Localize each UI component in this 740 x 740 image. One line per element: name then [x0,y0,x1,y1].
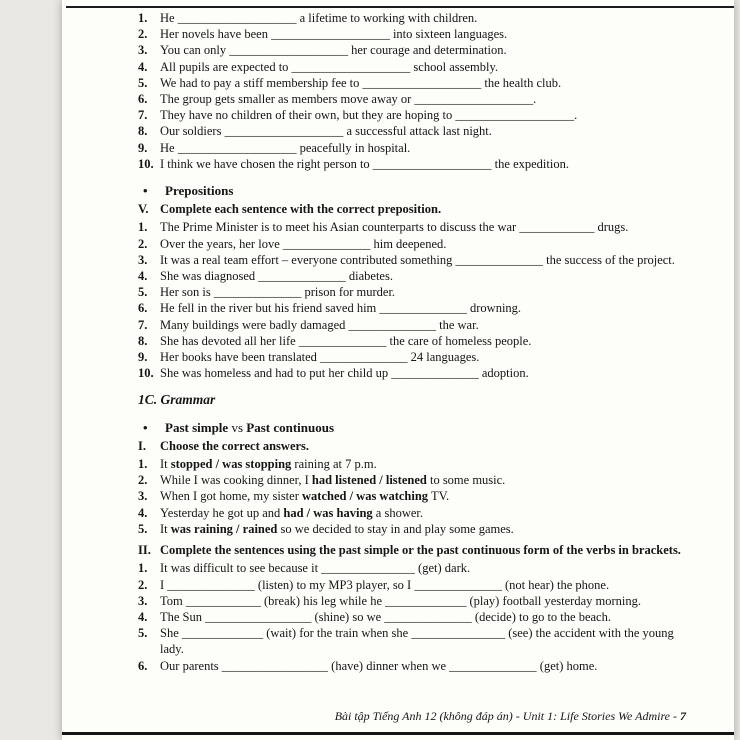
grammar-ex2-list [138,560,690,673]
item-number: 2. [138,473,148,488]
item-text: I think we have chosen the right person to ___________________ the expedition. [160,156,569,171]
item-text: Over the years, her love ______________ him deepened. [160,236,447,251]
instruction-text: Choose the correct answers. [160,438,310,453]
item-number: 1. [138,11,148,25]
item-number: 2. [138,577,148,592]
item-text [160,456,690,472]
prepositions-exercise-list [138,219,690,381]
item-text: Her son is ______________ prison for murder. [160,285,396,300]
item-text: She was homeless and had to put her child up ______________ adoption. [160,366,529,381]
item-number: 5. [138,626,148,641]
exercise-item [138,658,690,674]
exercise-item [138,75,690,91]
item-number: 9. [138,140,148,155]
item-number: 3. [138,43,148,58]
exercise-item [138,236,690,252]
instruction-number: V. [138,202,149,217]
item-text: She was diagnosed ______________ diabetes. [160,269,393,284]
exercise-item [138,488,690,504]
item-number: 8. [138,124,148,139]
exercise-item [138,625,690,657]
exercise-item [138,123,690,139]
sentence-end: a shower. [372,505,423,520]
prepositions-heading [138,183,690,199]
instruction-number: I. [138,438,146,453]
prepositions-instruction [138,201,690,217]
exercise-item [138,560,690,576]
exercise-item [138,577,690,593]
instruction-text: Complete the sentences using the past simple or the past continuous form of the verbs in brackets. [160,543,681,558]
item-number: 5. [138,285,148,300]
item-text: It was difficult to see because it _______________ (get) dark. [160,561,471,576]
item-text: They have no children of their own, but they are hoping to ___________________. [160,108,578,123]
exercise-item [138,317,690,333]
exercise-item [138,252,690,268]
sentence-start: Yesterday he got up and [160,505,284,520]
item-text: He ___________________ peacefully in hospital. [160,140,411,155]
exercise-item [138,59,690,75]
exercise-item [138,300,690,316]
bullet-icon: • [143,419,148,435]
item-number: 10. [138,156,154,171]
instruction-number: II. [138,543,151,558]
item-number: 7. [138,108,148,123]
exercise-item [138,156,690,172]
prepositions-heading-text: Prepositions [165,183,234,199]
page-top-border [66,6,734,8]
item-text: Her books have been translated ______________ 24 languages. [160,350,480,365]
item-text: The group gets smaller as members move away or ___________________. [160,92,537,107]
page-content [138,10,690,674]
sentence-end: so we decided to stay in and play some games. [277,521,514,536]
answer-options: was raining / rained [170,521,278,536]
item-number: 3. [138,252,148,267]
exercise-item [138,365,690,381]
exercise-item [138,10,690,26]
grammar-ex1-list [138,456,690,537]
verb-forms-exercise-list [138,10,690,172]
item-text: She has devoted all her life ______________ the care of homeless people. [160,333,532,348]
grammar-ex2-instruction [138,542,690,558]
item-text: I ______________ (listen) to my MP3 player, so I ______________ (not hear) the phone. [160,577,610,592]
item-text: She _____________ (wait) for the train when she _______________ (see) the accident with the young lady. [160,626,674,657]
item-text: Tom ____________ (break) his leg while he _____________ (play) football yesterday morning. [160,593,641,608]
exercise-item [138,349,690,365]
exercise-item [138,521,690,537]
footer-page-number: 7 [680,709,686,723]
page-footer [335,709,686,724]
item-text: He ___________________ a lifetime to working with children. [160,11,478,25]
instruction-text: Complete each sentence with the correct preposition. [160,202,442,217]
grammar-section-heading: 1C. Grammar [138,392,216,408]
item-text: Many buildings were badly damaged ______________ the war. [160,317,479,332]
document-page [62,0,734,740]
exercise-item [138,505,690,521]
item-number: 7. [138,317,148,332]
exercise-item [138,42,690,58]
item-number: 4. [138,505,148,520]
item-text [160,472,690,488]
exercise-item [138,609,690,625]
sentence-end: TV. [428,489,450,504]
bullet-icon: • [143,183,148,199]
page-bottom-border [62,732,734,735]
sentence-start: It [160,457,171,472]
item-number: 8. [138,333,148,348]
sentence-start: When I got home, my sister [160,489,302,504]
exercise-item [138,91,690,107]
item-number: 10. [138,366,154,381]
topic-bold-1: Past simple [165,419,229,435]
answer-options: had / was having [283,505,373,520]
sentence-start: While I was cooking dinner, I [160,473,312,488]
item-number: 2. [138,27,148,42]
item-number: 6. [138,92,148,107]
sentence-start: It [160,521,171,536]
exercise-item [138,107,690,123]
item-text: We had to pay a stiff membership fee to ___________________ the health club. [160,75,562,90]
item-number: 3. [138,593,148,608]
item-number: 1. [138,220,148,235]
grammar-topic-heading [138,420,690,436]
exercise-item [138,593,690,609]
exercise-item [138,284,690,300]
item-text: Our parents _________________ (have) dinner when we ______________ (get) home. [160,658,598,673]
topic-bold-2: Past continuous [246,419,335,435]
item-text: It was a real team effort – everyone contributed something ______________ the success of the project. [160,252,675,267]
item-text [160,505,690,521]
item-text [160,521,690,537]
exercise-item [138,268,690,284]
item-text: He fell in the river but his friend saved him ______________ drowning. [160,301,522,316]
grammar-topic-text [165,420,334,436]
item-number: 4. [138,269,148,284]
answer-options: had listened / listened [311,473,427,488]
grammar-ex1-instruction [138,438,690,454]
answer-options: watched / was watching [302,489,429,504]
exercise-item [138,219,690,235]
topic-vs: vs [228,419,247,435]
exercise-item [138,472,690,488]
answer-options: stopped / was stopping [170,457,292,472]
item-text: The Prime Minister is to meet his Asian counterparts to discuss the war ____________ drugs. [160,220,629,235]
exercise-item [138,456,690,472]
item-text: All pupils are expected to ___________________ school assembly. [160,59,499,74]
sentence-end: to some music. [426,473,506,488]
item-number: 2. [138,236,148,251]
item-number: 4. [138,609,148,624]
item-text: Our soldiers ___________________ a successful attack last night. [160,124,492,139]
item-number: 5. [138,521,148,536]
item-number: 1. [138,457,148,472]
item-text [160,488,690,504]
item-number: 4. [138,59,148,74]
item-number: 6. [138,301,148,316]
item-number: 6. [138,658,148,673]
item-text: You can only ___________________ her courage and determination. [160,43,507,58]
footer-text: Bài tập Tiếng Anh 12 (không đáp án) - Unit 1: Life Stories We Admire - [334,709,680,723]
exercise-item [138,26,690,42]
exercise-item [138,140,690,156]
item-text: The Sun _________________ (shine) so we ______________ (decide) to go to the beach. [160,609,611,624]
item-number: 3. [138,489,148,504]
sentence-end: raining at 7 p.m. [291,457,377,472]
item-number: 5. [138,75,148,90]
exercise-item [138,333,690,349]
item-text: Her novels have been ___________________ into sixteen languages. [160,27,508,42]
item-number: 1. [138,561,148,576]
item-number: 9. [138,350,148,365]
